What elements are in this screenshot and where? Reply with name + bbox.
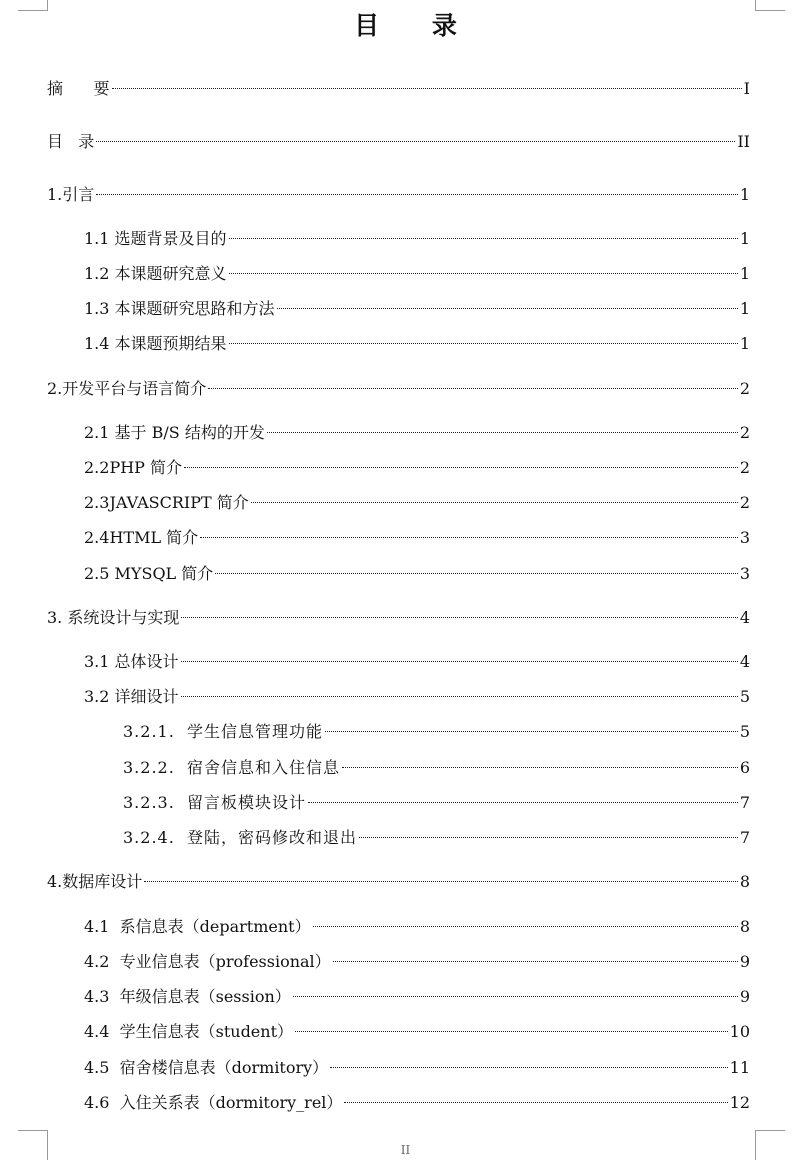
toc-entry-label: 2.1 基于 B/S 结构的开发 [84, 423, 265, 442]
toc-leader [333, 961, 738, 962]
toc-leader [215, 573, 738, 574]
crop-mark-bottom-right-h [755, 1130, 785, 1131]
toc-entry-label: 1.4 本课题预期结果 [84, 334, 227, 353]
toc-entry-section-2-1[interactable] [84, 421, 750, 445]
toc-entry-label: 1.3 本课题研究思路和方法 [84, 299, 275, 318]
toc-entry-section-1-1[interactable] [84, 227, 750, 251]
toc-leader [344, 1102, 727, 1103]
toc-entry-page: 11 [729, 1058, 750, 1077]
toc-entry-section-3-1[interactable] [84, 650, 750, 674]
toc-entry-page: 10 [729, 1022, 750, 1041]
toc-entry-page: 2 [739, 493, 750, 512]
toc-entry-page: 7 [739, 828, 750, 847]
toc-entry-page: 9 [739, 987, 750, 1006]
toc-entry-label: 3.2.1. 学生信息管理功能 [123, 722, 323, 741]
toc-entry-section-1-4[interactable] [84, 332, 750, 356]
toc-leader [200, 537, 738, 538]
toc-leader [267, 432, 738, 433]
toc-entry-page: II [737, 132, 750, 151]
toc-entry-section-1-3[interactable] [84, 297, 750, 321]
toc-entry-section-3-2[interactable] [84, 685, 750, 709]
toc-entry-page: 2 [739, 458, 750, 477]
toc-entry-section-1-2[interactable] [84, 262, 750, 286]
toc-entry-page: 3 [739, 564, 750, 583]
toc-leader [181, 617, 737, 618]
toc-leader [325, 731, 738, 732]
toc-entry-page: 1 [739, 334, 750, 353]
toc-entry-abstract[interactable] [47, 77, 750, 101]
toc-entry-section-2-4[interactable] [84, 526, 750, 550]
toc-entry-label: 2.5 MYSQL 简介 [84, 564, 214, 583]
toc-entry-chapter-4[interactable] [47, 870, 750, 894]
toc-leader [330, 1067, 727, 1068]
toc-entry-section-4-6[interactable] [84, 1091, 750, 1115]
toc-leader [144, 881, 738, 882]
toc-entry-label: 1.2 本课题研究意义 [84, 264, 227, 283]
toc-entry-chapter-3[interactable] [47, 606, 750, 630]
toc-leader [251, 502, 738, 503]
toc-entry-page: 1 [739, 264, 750, 283]
toc-entry-page: 7 [739, 793, 750, 812]
toc-leader [293, 996, 738, 997]
toc-entry-section-4-5[interactable] [84, 1056, 750, 1080]
toc-entry-section-4-3[interactable] [84, 985, 750, 1009]
toc-entry-section-3-2-3[interactable] [123, 791, 750, 815]
toc-leader [342, 767, 738, 768]
toc-entry-label: 4.1 系信息表（department） [84, 917, 311, 936]
toc-entry-page: 6 [739, 758, 750, 777]
toc-entry-chapter-2[interactable] [47, 377, 750, 401]
toc-entry-label: 4.4 学生信息表（student） [84, 1022, 294, 1041]
toc-entry-section-3-2-4[interactable] [123, 826, 750, 850]
toc-leader [181, 661, 738, 662]
toc-entry-label: 摘 要 [47, 79, 110, 98]
toc-leader [229, 343, 738, 344]
toc-leader [181, 696, 738, 697]
toc-entry-label: 2.开发平台与语言简介 [47, 379, 207, 398]
toc-entry-chapter-1[interactable] [47, 183, 750, 207]
toc-entry-section-3-2-1[interactable] [123, 720, 750, 744]
toc-entry-page: 8 [739, 917, 750, 936]
toc-entry-section-2-2[interactable] [84, 456, 750, 480]
toc-entry-section-2-5[interactable] [84, 562, 750, 586]
toc-entry-label: 3.1 总体设计 [84, 652, 179, 671]
toc-entry-section-2-3[interactable] [84, 491, 750, 515]
toc-entry-page: 1 [739, 299, 750, 318]
toc-entry-label: 4.2 专业信息表（professional） [84, 952, 331, 971]
toc-entry-page: 2 [739, 423, 750, 442]
toc-entry-page: I [743, 79, 750, 98]
toc-entry-label: 3.2.4. 登陆，密码修改和退出 [123, 828, 357, 847]
toc-entry-label: 4.3 年级信息表（session） [84, 987, 291, 1006]
toc-entry-page: 4 [739, 608, 750, 627]
toc-entry-label: 1.1 选题背景及目的 [84, 229, 227, 248]
toc-entry-label: 目 录 [47, 132, 95, 151]
toc-entry-section-4-2[interactable] [84, 950, 750, 974]
toc-entry-label: 2.3JAVASCRIPT 简介 [84, 493, 249, 512]
toc-leader [96, 141, 735, 142]
toc-entry-label: 4.5 宿舍楼信息表（dormitory） [84, 1058, 329, 1077]
toc-entry-page: 3 [739, 528, 750, 547]
toc-entry-label: 1.引言 [47, 185, 95, 204]
toc-entry-label: 2.4HTML 简介 [84, 528, 199, 547]
toc-entry-page: 1 [739, 229, 750, 248]
toc-leader [112, 88, 742, 89]
toc-leader [208, 388, 738, 389]
toc-entry-page: 5 [739, 687, 750, 706]
toc-entry-page: 12 [729, 1093, 750, 1112]
toc-leader [295, 1031, 728, 1032]
footer-page-number: II [400, 1143, 411, 1157]
toc-leader [229, 238, 738, 239]
toc-leader [229, 273, 738, 274]
toc-leader [308, 802, 738, 803]
toc-entry-label: 2.2PHP 简介 [84, 458, 183, 477]
toc-leader [277, 308, 738, 309]
toc-entry-label: 3.2 详细设计 [84, 687, 179, 706]
toc-entry-page: 2 [739, 379, 750, 398]
toc-entry-page: 8 [739, 872, 750, 891]
toc-entry-label: 3. 系统设计与实现 [47, 608, 180, 627]
toc-entry-label: 3.2.2. 宿舍信息和入住信息 [123, 758, 340, 777]
toc-entry-contents[interactable] [47, 130, 750, 154]
toc-leader [96, 194, 738, 195]
toc-entry-label: 3.2.3. 留言板模块设计 [123, 793, 306, 812]
crop-mark-bottom-left-h [18, 1130, 48, 1131]
toc-leader [184, 467, 738, 468]
toc-title: 目 录 [354, 11, 479, 40]
toc-leader [359, 837, 738, 838]
toc-entry-page: 1 [739, 185, 750, 204]
toc-entry-label: 4.6 入住关系表（dormitory_rel） [84, 1093, 343, 1112]
toc-entry-section-3-2-2[interactable] [123, 756, 750, 780]
toc-leader [313, 926, 738, 927]
toc-entry-page: 5 [739, 722, 750, 741]
toc-entry-page: 9 [739, 952, 750, 971]
toc-entry-label: 4.数据库设计 [47, 872, 143, 891]
toc-entry-page: 4 [739, 652, 750, 671]
toc-entry-section-4-1[interactable] [84, 915, 750, 939]
toc-entry-section-4-4[interactable] [84, 1020, 750, 1044]
